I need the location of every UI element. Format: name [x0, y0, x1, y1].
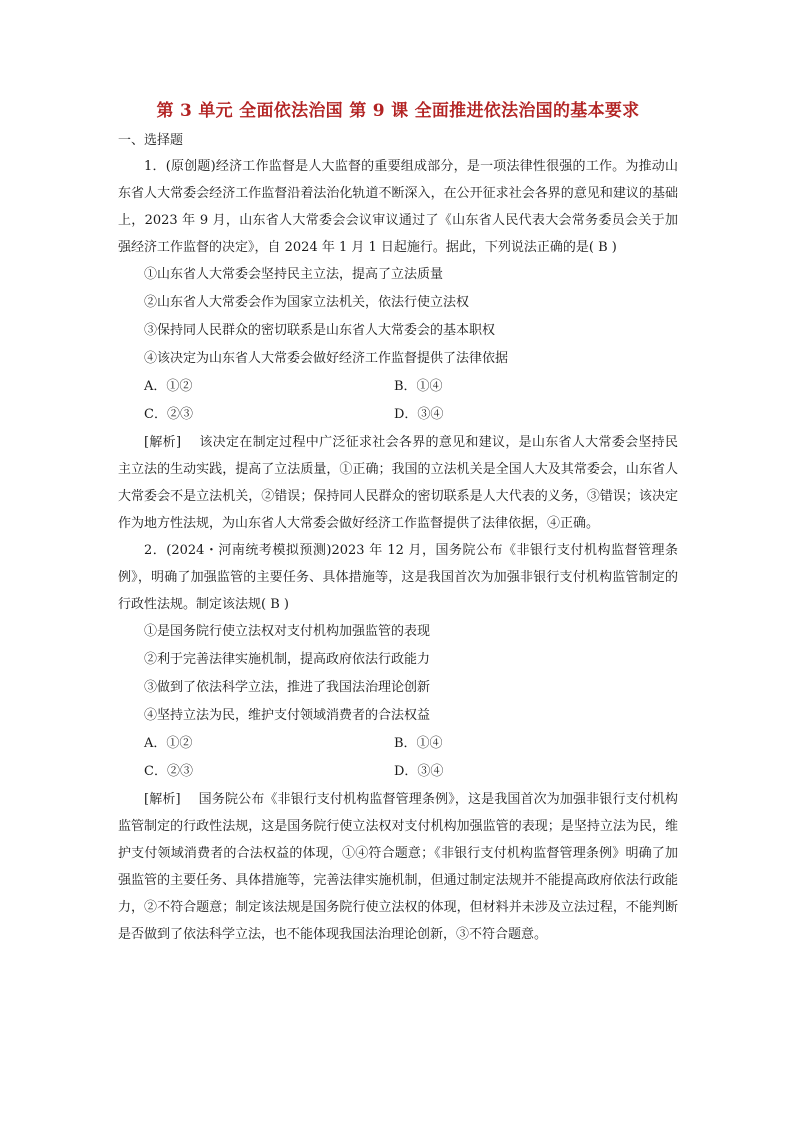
question-2-option-c: C．②③: [144, 764, 193, 779]
question-1-option-c: C．②③: [144, 407, 193, 422]
section-heading: 一、选择题: [118, 133, 184, 148]
question-2-options: [118, 730, 678, 786]
question-1-option-d: D．③④: [394, 407, 444, 422]
question-1-statement-3: ③保持同人民群众的密切联系是山东省人大常委会的基本职权: [144, 323, 496, 338]
question-1-option-a: A．①②: [144, 379, 193, 394]
question-1-option-b: B．①④: [394, 379, 443, 394]
question-2-analysis-tag: [解析]: [144, 792, 181, 807]
question-1-analysis: [118, 429, 678, 537]
question-1-analysis-text: 该决定在制定过程中广泛征求社会各界的意见和建议，是山东省人大常委会坚持民主立法的生动实践，提高了立法质量，①正确；我国的立法机关是全国人大及其常委会，山东省人大常委会不是立法机关，②错误；保持同人民群众的密切联系是人大代表的义务，③错误；该决定作为地方性法规，为山东省人大常委会做好经济工作监督提供了法律依据，④正确。: [118, 435, 678, 531]
question-1-statement-4: ④该决定为山东省人大常委会做好经济工作监督提供了法律依据: [144, 351, 509, 366]
question-2-statement-3: ③做到了依法科学立法，推进了我国法治理论创新: [144, 680, 431, 695]
question-1-analysis-tag: [解析]: [144, 435, 182, 450]
question-1-options: [118, 373, 678, 429]
question-2-statement-1: ①是国务院行使立法权对支付机构加强监管的表现: [144, 624, 431, 639]
question-2: [118, 537, 678, 948]
document-page: [118, 96, 678, 948]
question-2-analysis-text: 国务院公布《非银行支付机构监督管理条例》，这是我国首次为加强非银行支付机构监管制定的行政性法规，这是国务院行使立法权对支付机构加强监管的表现；是坚持立法为民，维护支付领域消费者的合法权益的体现，①④符合题意；《非银行支付机构监督管理条例》明确了加强监管的主要任务、具体措施等，完善法律实施机制，但通过制定法规并不能提高政府依法行政能力，②不符合题意；制定该法规是国务院行使立法权的体现，但材料并未涉及立法过程，不能判断是否做到了依法科学立法，也不能体现我国法治理论创新，③不符合题意。: [118, 792, 678, 942]
question-2-option-b: B．①④: [394, 736, 443, 751]
question-1: [118, 153, 678, 537]
question-2-option-a: A．①②: [144, 736, 193, 751]
question-1-stem: 1．(原创题)经济工作监督是人大监督的重要组成部分，是一项法律性很强的工作。为推动山东省人大常委会经济工作监督沿着法治化轨道不断深入，在公开征求社会各界的意见和建议的基础上，2023 年 9 月，山东省人大常委会会议审议通过了《山东省人民代表大会常务委员会关于加强经济工作监督的决定》，自 2024 年 1 月 1 日起施行。据此，下列说法正确的是( B ): [118, 159, 678, 255]
question-2-statement-4: ④坚持立法为民，维护支付领域消费者的合法权益: [144, 708, 431, 723]
page-title: 第 3 单元 全面依法治国 第 9 课 全面推进依法治国的基本要求: [156, 101, 640, 121]
question-2-stem: 2．(2024・河南统考模拟预测)2023 年 12 月，国务院公布《非银行支付机构监督管理条例》，明确了加强监管的主要任务、具体措施等，这是我国首次为加强非银行支付机构监管制定的行政性法规。制定该法规( B ): [118, 543, 678, 612]
question-2-statement-2: ②利于完善法律实施机制，提高政府依法行政能力: [144, 652, 431, 667]
question-1-statement-2: ②山东省人大常委会作为国家立法机关，依法行使立法权: [144, 295, 470, 310]
question-1-statement-1: ①山东省人大常委会坚持民主立法，提高了立法质量: [144, 267, 444, 282]
question-2-option-d: D．③④: [394, 764, 444, 779]
question-2-analysis: [118, 786, 678, 948]
